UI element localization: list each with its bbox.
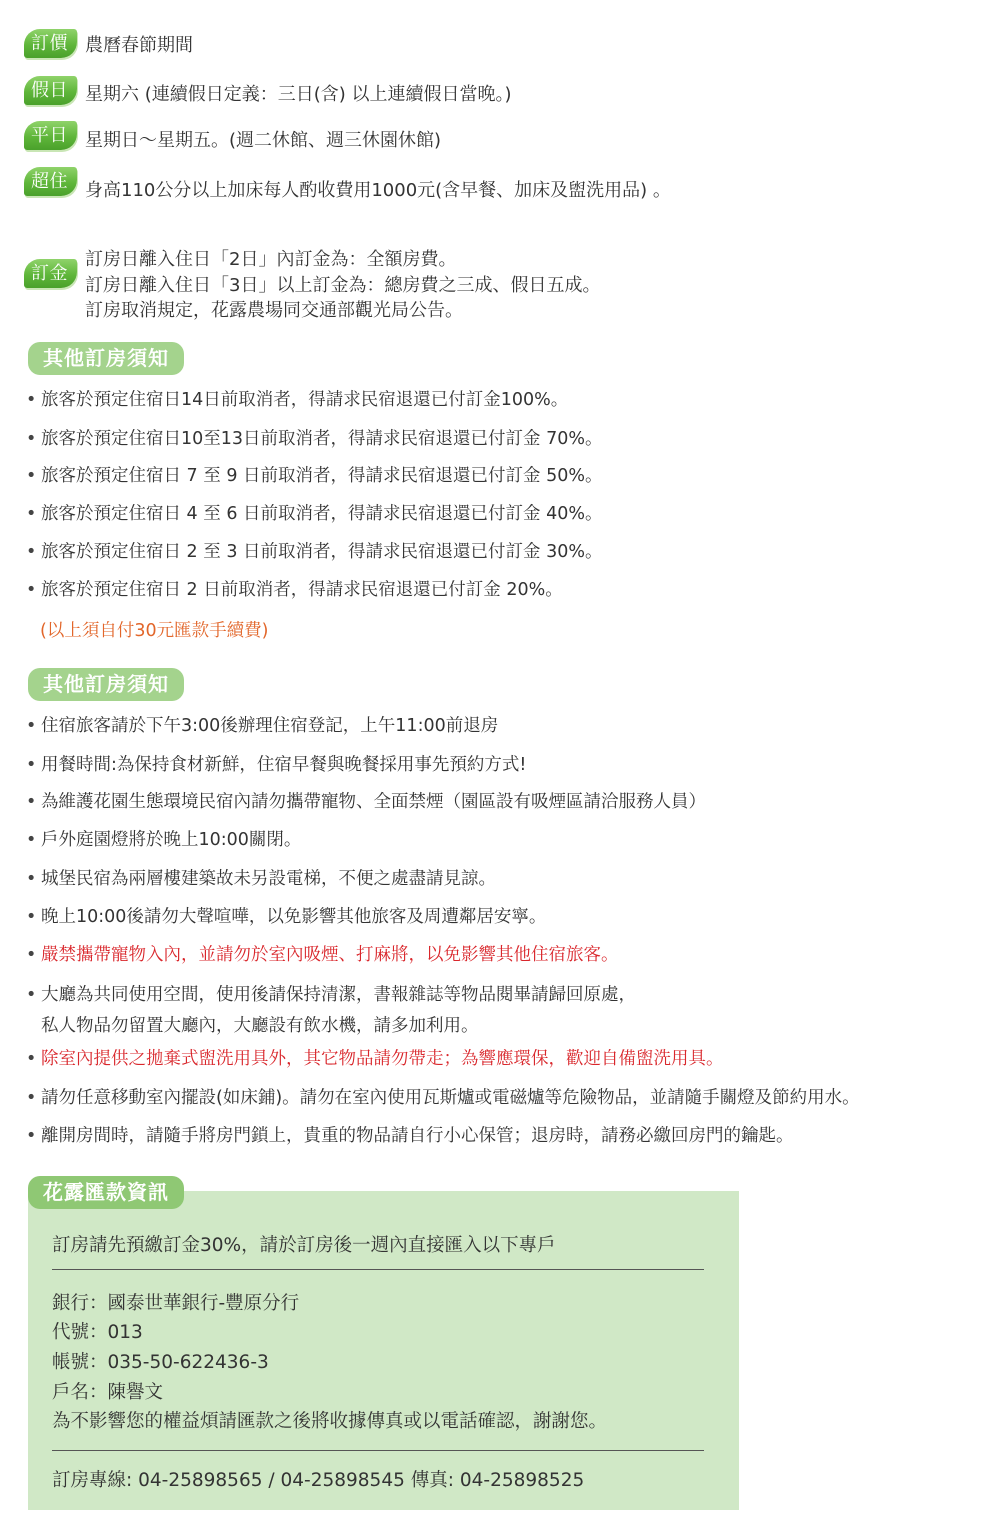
tag-price: 訂價 <box>24 29 77 58</box>
tag-deposit: 訂金 <box>24 259 77 288</box>
tag-holiday: 假日 <box>24 76 77 105</box>
deposit-line-3: 訂房取消規定，花露農場同交通部觀光局公告。 <box>85 300 463 321</box>
account-number: 帳號：035-50-622436-3 <box>52 1352 269 1373</box>
cancellation-item: • 旅客於預定住宿日 7 至 9 日前取消者，得請求民宿退還已付訂金 50%。 <box>26 466 603 486</box>
rate-extra-guest-text: 身高110公分以上加床每人酌收費用1000元(含早餐、加床及盥洗用品) 。 <box>85 180 671 201</box>
booking-hotline: 訂房專線: 04-25898565 / 04-25898545 傳真: 04-25898525 <box>52 1470 585 1491</box>
rule-item: • 為維護花園生態環境民宿內請勿攜帶寵物、全面禁煙（園區設有吸煙區請洽服務人員） <box>26 792 706 812</box>
divider <box>52 1269 704 1270</box>
rate-weekday-text: 星期日～星期五。(週二休館、週三休園休館) <box>85 130 442 151</box>
rule-item: • 晚上10:00後請勿大聲喧嘩，以免影響其他旅客及周遭鄰居安寧。 <box>26 907 547 927</box>
account-holder: 戶名：陳譽文 <box>52 1382 164 1403</box>
cancellation-item: • 旅客於預定住宿日10至13日前取消者，得請求民宿退還已付訂金 70%。 <box>26 429 603 449</box>
rule-item: • 大廳為共同使用空間，使用後請保持清潔，書報雜誌等物品閱畢請歸回原處， 私人物品勿留置大廳內，大廳設有飲水機，請多加利用。 <box>26 985 636 1036</box>
deposit-line-2: 訂房日離入住日「3日」以上訂金為：總房費之三成、假日五成。 <box>85 275 601 296</box>
rate-price-text: 農曆春節期間 <box>85 35 193 56</box>
cancellation-item: • 旅客於預定住宿日14日前取消者，得請求民宿退還已付訂金100%。 <box>26 390 569 410</box>
deposit-line-1: 訂房日離入住日「2日」內訂金為：全額房費。 <box>85 249 457 270</box>
remittance-fee-note: (以上須自付30元匯款手續費) <box>40 621 269 641</box>
rule-item: • 離開房間時，請隨手將房門鎖上，貴重的物品請自行小心保管；退房時，請務必繳回房門的鑰匙。 <box>26 1126 794 1146</box>
tag-weekday: 平日 <box>24 121 77 150</box>
tag-extra-guest: 超住 <box>24 167 77 196</box>
rule-item: • 戶外庭園燈將於晚上10:00關閉。 <box>26 830 302 850</box>
rule-item: • 住宿旅客請於下午3:00後辦理住宿登記，上午11:00前退房 <box>26 716 499 736</box>
cancellation-item: • 旅客於預定住宿日 2 至 3 日前取消者，得請求民宿退還已付訂金 30%。 <box>26 542 603 562</box>
confirm-note: 為不影響您的權益煩請匯款之後將收據傳真或以電話確認，謝謝您。 <box>52 1411 608 1432</box>
cancellation-item: • 旅客於預定住宿日 4 至 6 日前取消者，得請求民宿退還已付訂金 40%。 <box>26 504 603 524</box>
rate-holiday-text: 星期六 (連續假日定義：三日(含) 以上連續假日當晚。) <box>85 84 512 105</box>
divider <box>52 1450 704 1451</box>
cancellation-item: • 旅客於預定住宿日 2 日前取消者，得請求民宿退還已付訂金 20%。 <box>26 580 563 600</box>
rule-item: • 城堡民宿為兩層樓建築故未另設電梯，不便之處盡請見諒。 <box>26 869 496 889</box>
rule-item-warning: • 除室內提供之拋棄式盥洗用具外，其它物品請勿帶走；為響應環保，歡迎自備盥洗用具。 <box>26 1049 724 1069</box>
remittance-intro: 訂房請先預繳訂金30%，請於訂房後一週內直接匯入以下專戶 <box>52 1235 556 1256</box>
rule-item-warning: • 嚴禁攜帶寵物入內，並請勿於室內吸煙、打麻將，以免影響其他住宿旅客。 <box>26 945 619 965</box>
cancellation-section-title: 其他訂房須知 <box>28 342 184 375</box>
remittance-section-title: 花露匯款資訊 <box>28 1176 184 1209</box>
rule-item: • 用餐時間:為保持食材新鮮，住宿早餐與晚餐採用事先預約方式! <box>26 755 527 775</box>
rules-section-title: 其他訂房須知 <box>28 668 184 701</box>
bank-name: 銀行：國泰世華銀行-豐原分行 <box>52 1293 300 1314</box>
rule-item: • 請勿任意移動室內擺設(如床鋪)。請勿在室內使用瓦斯爐或電磁爐等危險物品，並請隨手關燈及節約用水。 <box>26 1088 860 1108</box>
bank-code: 代號：013 <box>52 1322 143 1343</box>
